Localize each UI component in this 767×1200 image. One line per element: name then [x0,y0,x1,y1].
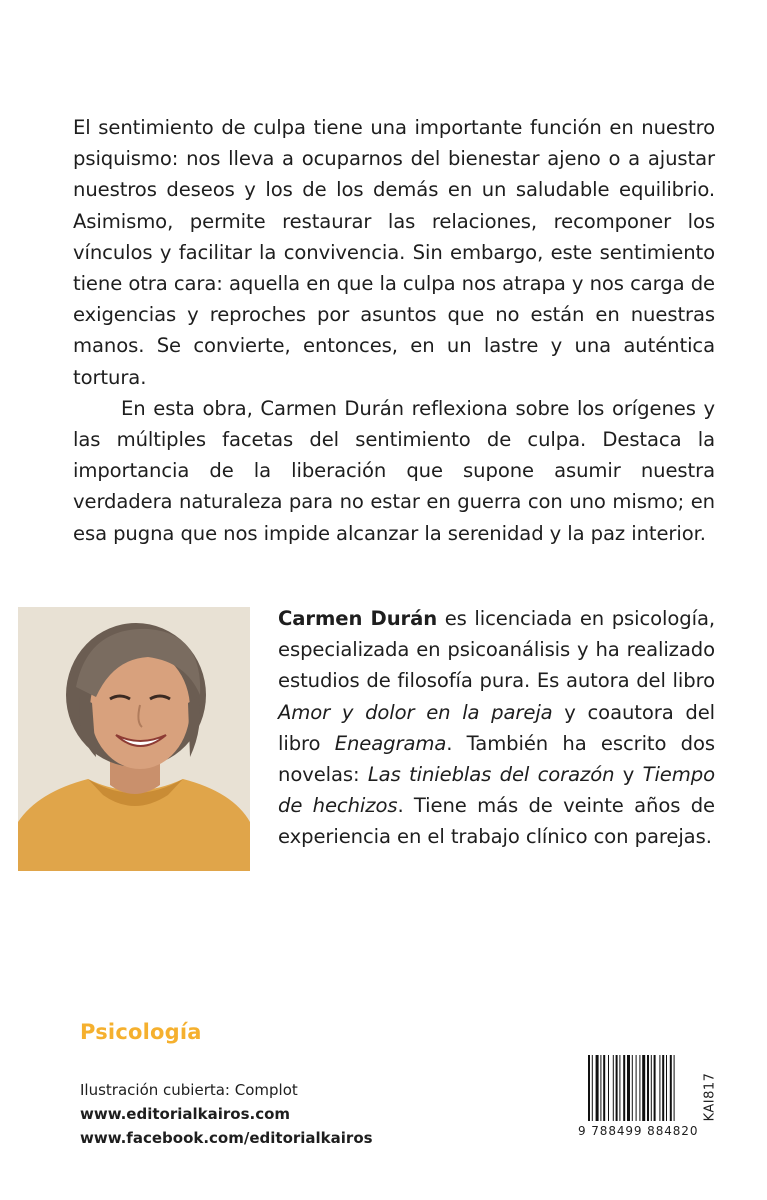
author-bio [278,603,715,853]
product-code [700,1056,720,1138]
illustration-credit: Ilustración cubierta: Complot [80,1081,298,1099]
bio-text-5: . Tiene más de veinte años de experiencia en el trabajo clínico con parejas. [278,794,715,849]
author-portrait-image [18,607,250,871]
credits [80,1078,373,1150]
back-cover-blurb [73,112,715,549]
bio-text-4: y [614,763,643,787]
facebook-link[interactable]: www.facebook.com/editorialkairos [80,1129,373,1147]
blurb-paragraph-2: En esta obra, Carmen Durán reflexiona sobre los orígenes y las múltiples facetas del sentimiento de culpa. Destaca la importancia de la liberación que supone asumir nuestra verdadera naturaleza para no estar en guerra con uno mismo; en esa pugna que nos impide alcanzar la serenidad y la paz interior. [73,396,715,545]
blurb-paragraph-1: El sentimiento de culpa tiene una importante función en nuestro psiquismo: nos lleva a ocuparnos del bienestar ajeno o a ajustar nuestros deseos y los de los demás en un saludable equilibrio. Asimismo, permite restaurar las relaciones, recomponer los vínculos y facilitar la convivencia. Sin embargo, este sentimiento tiene otra cara: aquella en que la culpa nos atrapa y nos carga de exigencias y reproches por asuntos que no están en nuestras manos. Se convierte, entonces, en un lastre y una auténtica tortura. [73,116,715,389]
book-title-4: Tiempo de hechizos [278,763,715,818]
category-label: Psicología [80,1020,202,1044]
author-name: Carmen Durán [278,607,438,630]
website-link[interactable]: www.editorialkairos.com [80,1105,291,1123]
book-title-1: Amor y dolor en la pareja [278,700,553,724]
book-title-2: Eneagrama [334,731,447,755]
author-photo [18,607,250,871]
author-bio-text [278,603,715,853]
bio-text-1: es licenciada en psicología, especializada en psicoanálisis y ha realizado estudios de filosofía pura. Es autora del libro [278,607,716,693]
isbn-number: 9 788499 884820 [578,1124,699,1138]
bio-text-3: . También ha escrito dos novelas: [278,731,715,787]
book-title-3: Las tinieblas del corazón [367,763,615,787]
product-code-text: KAI817 [702,1072,718,1122]
bio-text-2: y coautora del libro [278,700,715,755]
